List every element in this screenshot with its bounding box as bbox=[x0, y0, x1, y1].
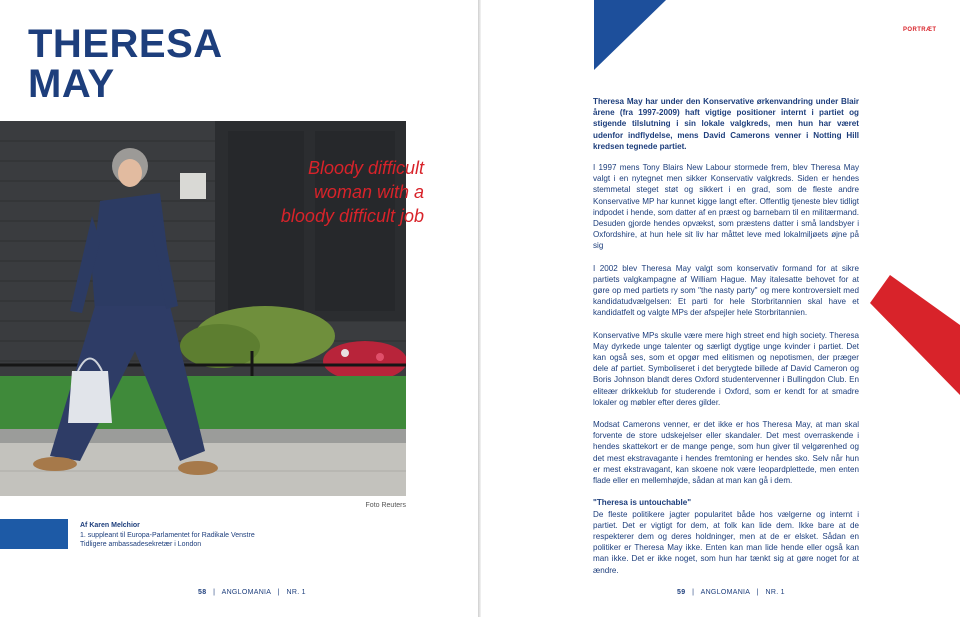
body-paragraph-1: I 1997 mens Tony Blairs New Labour stormede frem, blev Theresa May valgt i en nytegnet men sikker Konservativ valgkreds. Siden er hendes stemmetal steget støt og sikkert i en grad, som de fleste andre Konservative MP har kunnet kigge langt efter. Offentlig tjeneste blev tidligt indpodet i hende, som datter af en præst og barnebarn til en militærmand. Desuden gjorde hendes opvækst, som præstens datter i små landsbyer i Oxfordshire, at hun hele sit liv har måttet leve med lokalmiljøets øjne på sig bbox=[593, 163, 859, 251]
pull-quote: Bloody difficult woman with a bloody difficult job bbox=[280, 158, 424, 226]
author-role-1: 1. suppleant til Europa-Parlamentet for Radikale Venstre bbox=[80, 531, 255, 539]
title-line-2: MAY bbox=[28, 62, 115, 106]
magazine-name: ANGLOMANIA bbox=[700, 589, 750, 596]
author-block bbox=[80, 521, 255, 550]
title-line-1: THERESA bbox=[28, 22, 223, 66]
body-paragraph-5: De fleste politikere jagter popularitet både hos vælgerne og internt i partiet. Det er vigtigt for dem, at folk kan lide dem. Ikke bare at de respekterer dem og deres holdninger, men at de er elsket. Sådan en politiker er Theresa May ikke. Enten kan man lide hende eller også kan man ikke. Det er ikke noget, som hun har tænkt sig at gøre noget for at ændre. bbox=[593, 509, 859, 575]
page-number: 59 bbox=[677, 589, 686, 596]
body-paragraph-2: I 2002 blev Theresa May valgt som konservativ formand for at sikre partiets valgkampagne af William Hague. May italesatte behovet for at gøre op med partiets ry som "the nasty party" og mere kontroversielt med kandidatudvælgelsen: Et parti for hele Storbritannien skal have et kandidatfelt og valgte MPs der afspejler hele Storbritannien. bbox=[593, 263, 859, 318]
red-stripe-decoration bbox=[870, 275, 960, 395]
issue-number: NR. 1 bbox=[765, 589, 785, 596]
article-title bbox=[28, 24, 223, 104]
issue-number: NR. 1 bbox=[286, 589, 306, 596]
body-paragraph-3: Konservative MPs skulle være mere high street end high society. Theresa May dyrkede unge talenter og særligt dygtige unge kvinder i partiet. Det kan også ses, som et opgør med elitismen og nepotismen, der præger dele af partiet. Symboliseret i det berygtede billede af David Cameron og Boris Johnson blandt deres Oxford studentervenner i Bullingdon Club. En eliteær drikkeklub for studerende i Oxford, som er kendt for at smadre lokaler og møbler efter deres gilder. bbox=[593, 330, 859, 407]
left-footer: 58 | ANGLOMANIA | NR. 1 bbox=[198, 589, 306, 596]
left-page bbox=[0, 0, 478, 617]
author-role-2: Tidligere ambassadesekretær i London bbox=[80, 541, 202, 548]
body-paragraph-4: Modsat Camerons venner, er det ikke er hos Theresa May, at man skal forvente de store udskejelser eller skandaler. Det mest overraskende i hendes skattekort er de mange penge, som hun giver til velgørenhed og det mest ekstravagante i hendes fremtoning er hendes sko. Selv når hun er mest ekstravagant, kan skoene nok være leopardplettede, men enten flade eller en mellemhøjde, sådan at man kan gå i dem. bbox=[593, 420, 859, 486]
page-number: 58 bbox=[198, 589, 207, 596]
right-page bbox=[481, 0, 960, 617]
magazine-name: ANGLOMANIA bbox=[221, 589, 271, 596]
lead-paragraph: Theresa May har under den Konservative ørkenvandring under Blair årene (fra 1997-2009) haft vigtige positioner internt i partiet og stigende tilslutning i sin lokale valgkreds, men hun har været udenfor indflydelse, mens David Camerons venner i Notting Hill kredsen tegnede partiet. bbox=[593, 97, 859, 151]
blue-triangle-decoration bbox=[594, 0, 666, 70]
photo-credit: Foto Reuters bbox=[365, 502, 406, 509]
subheading: "Theresa is untouchable" bbox=[593, 498, 692, 508]
section-kicker: PORTRÆT bbox=[903, 27, 937, 33]
author-name: Af Karen Melchior bbox=[80, 522, 140, 529]
right-footer: 59 | ANGLOMANIA | NR. 1 bbox=[677, 589, 785, 596]
article-body bbox=[593, 96, 859, 587]
author-accent-bar bbox=[0, 519, 68, 549]
